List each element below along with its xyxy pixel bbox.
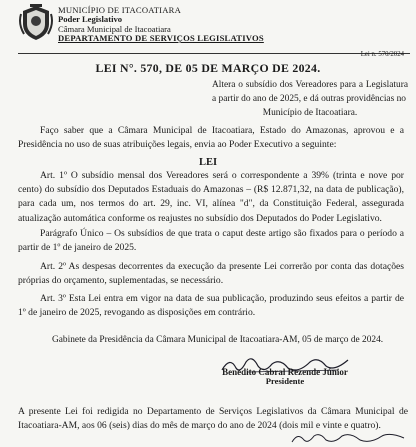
coat-of-arms-icon <box>18 4 54 42</box>
article-1-text: Art. 1º O subsídio mensal dos Vereadores será o correspondente a 39% (trinta e nove por cento) do subsídio dos Deputados Estaduais do Amazonas – (R$ 12.871,32, na data de publicação), para cada um, nos termos do art. 29, inc. VI, alínea "d", da Constituição Federal, assegurada atualização automática conforme os reajustes no subsídio dos Deputados do Poder Legislativo. <box>18 170 404 224</box>
summary-line-3: Município de Itacoatiara. <box>262 108 358 119</box>
summary-line-2: partir do ano de 2025, e dá outras providências no <box>218 94 406 105</box>
letterhead <box>18 4 408 50</box>
law-summary <box>212 78 408 121</box>
department-name: DEPARTAMENTO DE SERVIÇOS LEGISLATIVOS <box>58 33 264 44</box>
letterhead-text <box>58 6 264 44</box>
signatory-role: Presidente <box>265 376 305 386</box>
drafting-note: A presente Lei foi redigida no Departamento de Serviços Legislativos da Câmara Municipal de Itacoatiara-AM, aos 06 (seis) dias do mês de março do ano de 2024 (dois mil e vinte e quatro). <box>18 406 408 432</box>
article-3-text: Art. 3º Esta Lei entra em vigor na data de sua publicação, produzindo seus efeitos a partir de 1º de janeiro de 2025, revogando as disposições em contrário. <box>18 293 404 319</box>
lei-heading: LEI <box>198 157 218 168</box>
article-3 <box>18 292 404 320</box>
signature-block <box>210 367 360 386</box>
closing-line: Gabinete da Presidência da Câmara Municipal de Itacoatiara-AM, 05 de março de 2024. <box>52 335 384 345</box>
footer-handwritten-signature <box>290 430 408 446</box>
summary-line-1: Altera o subsídio dos Vereadores para a Legislatura a <box>212 80 408 105</box>
law-title: LEI N°. 570, DE 05 DE MARÇO DE 2024. <box>95 61 321 75</box>
sole-paragraph <box>18 227 404 255</box>
branch-name: Poder Legislativo <box>58 14 123 25</box>
signatory-name: Benedito Cabral Rezende Júnior <box>222 367 348 377</box>
preamble-text: Faço saber que a Câmara Municipal de Itacoatiara, Estado do Amazonas, aprovou e a Presidência no uso de suas atribuições legais, envia ao Poder Executivo a seguinte: <box>18 125 404 151</box>
article-1 <box>18 169 404 226</box>
article-2 <box>18 260 404 288</box>
law-reference: Lei n. 570/2024 <box>360 51 404 58</box>
preamble <box>18 124 404 152</box>
article-2-text: Art. 2º As despesas decorrentes da execução da presente Lei correrão por conta das dotações próprias do orçamento, suplementadas, se necessário. <box>18 261 404 287</box>
chamber-name: Câmara Municipal de Itacoatiara <box>58 23 171 34</box>
sole-paragraph-text: Parágrafo Único – Os subsídios de que trata o caput deste artigo são fixados para o período a partir de 1º de janeiro de 2025. <box>18 228 404 254</box>
municipality-name: MUNICÍPIO DE ITACOATIARA <box>58 5 181 15</box>
header-divider <box>18 53 410 54</box>
